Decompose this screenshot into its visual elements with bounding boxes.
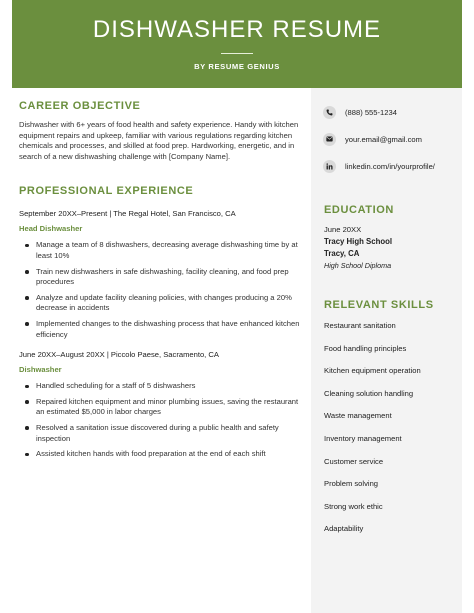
- main-column: [19, 100, 301, 465]
- skill-item: Problem solving: [324, 479, 379, 489]
- contact-email-text[interactable]: your.email@gmail.com: [345, 134, 422, 144]
- header-divider: [221, 53, 253, 54]
- job-bullet: Resolved a sanitation issue discovered during a public health and safety inspection: [19, 423, 301, 444]
- job-bullet: Train new dishwashers in safe dishwashing, facility cleaning, and food prep procedures: [19, 267, 301, 288]
- skill-item: Food handling principles: [324, 343, 407, 353]
- job-bullet: Implemented changes to the dishwashing process that have enhanced kitchen efficiency: [19, 319, 301, 340]
- job-entry: [19, 209, 301, 340]
- contact-list: [323, 104, 458, 185]
- skill-item: Customer service: [324, 456, 384, 466]
- job-role: Head Dishwasher: [19, 224, 83, 234]
- contact-phone: [323, 104, 458, 120]
- job-dates-employer: September 20XX–Present | The Regal Hotel, San Francisco, CA: [19, 209, 236, 219]
- education-location: Tracy, CA: [324, 249, 360, 258]
- resume-header: [12, 0, 462, 88]
- job-bullet: Analyze and update facility cleaning policies, with changes producing a 20% decrease in accidents: [19, 293, 301, 314]
- skills-list: [324, 321, 454, 547]
- skill-item: Kitchen equipment operation: [324, 366, 421, 376]
- skill-item: Strong work ethic: [324, 501, 383, 511]
- education-school: Tracy High School: [324, 237, 393, 246]
- job-bullet: Handled scheduling for a staff of 5 dishwashers: [19, 381, 301, 392]
- contact-email: [323, 131, 458, 147]
- job-bullet: Assisted kitchen hands with food preparation at the end of each shift: [19, 449, 301, 460]
- job-bullets: [19, 381, 301, 460]
- career-objective-heading: CAREER OBJECTIVE: [19, 100, 141, 112]
- linkedin-icon: [323, 160, 336, 173]
- job-role: Dishwasher: [19, 365, 62, 375]
- skill-item: Waste management: [324, 411, 392, 421]
- skills-heading: RELEVANT SKILLS: [324, 299, 434, 311]
- career-objective-text: Dishwasher with 6+ years of food health and safety experience. Handy with kitchen equipment repairs and upkeep, familiar with various regulations regarding kitchen chemicals and processes, and skilled at food prep. Hardworking, energetic, and in search of a new dishwashing challenge with [Company Name].: [19, 120, 299, 161]
- email-icon: [323, 133, 336, 146]
- contact-linkedin: [323, 158, 458, 174]
- job-bullets: [19, 240, 301, 340]
- skill-item: Inventory management: [324, 433, 402, 443]
- job-bullet: Manage a team of 8 dishwashers, decreasing average dishwashing time by at least 10%: [19, 240, 301, 261]
- education-heading: EDUCATION: [324, 204, 394, 216]
- skill-item: Adaptability: [324, 524, 364, 534]
- experience-heading: PROFESSIONAL EXPERIENCE: [19, 185, 194, 198]
- phone-icon: [323, 106, 336, 119]
- job-dates-employer: June 20XX–August 20XX | Piccolo Paese, Sacramento, CA: [19, 350, 219, 360]
- education-date: June 20XX: [324, 225, 362, 234]
- education-section: [324, 204, 454, 270]
- skill-item: Restaurant sanitation: [324, 321, 396, 330]
- job-entry: [19, 350, 301, 460]
- education-degree: High School Diploma: [324, 261, 392, 270]
- skill-item: Cleaning solution handling: [324, 388, 414, 398]
- contact-linkedin-text[interactable]: linkedin.com/in/yourprofile/: [345, 161, 435, 171]
- job-bullet: Repaired kitchen equipment and minor plumbing issues, saving the restaurant an estimated $5,000 in labor charges: [19, 397, 301, 418]
- contact-phone-text[interactable]: (888) 555-1234: [345, 107, 397, 117]
- skills-section: [324, 299, 454, 547]
- resume-byline: BY RESUME GENIUS: [194, 62, 280, 71]
- resume-title: DISHWASHER RESUME: [92, 16, 382, 43]
